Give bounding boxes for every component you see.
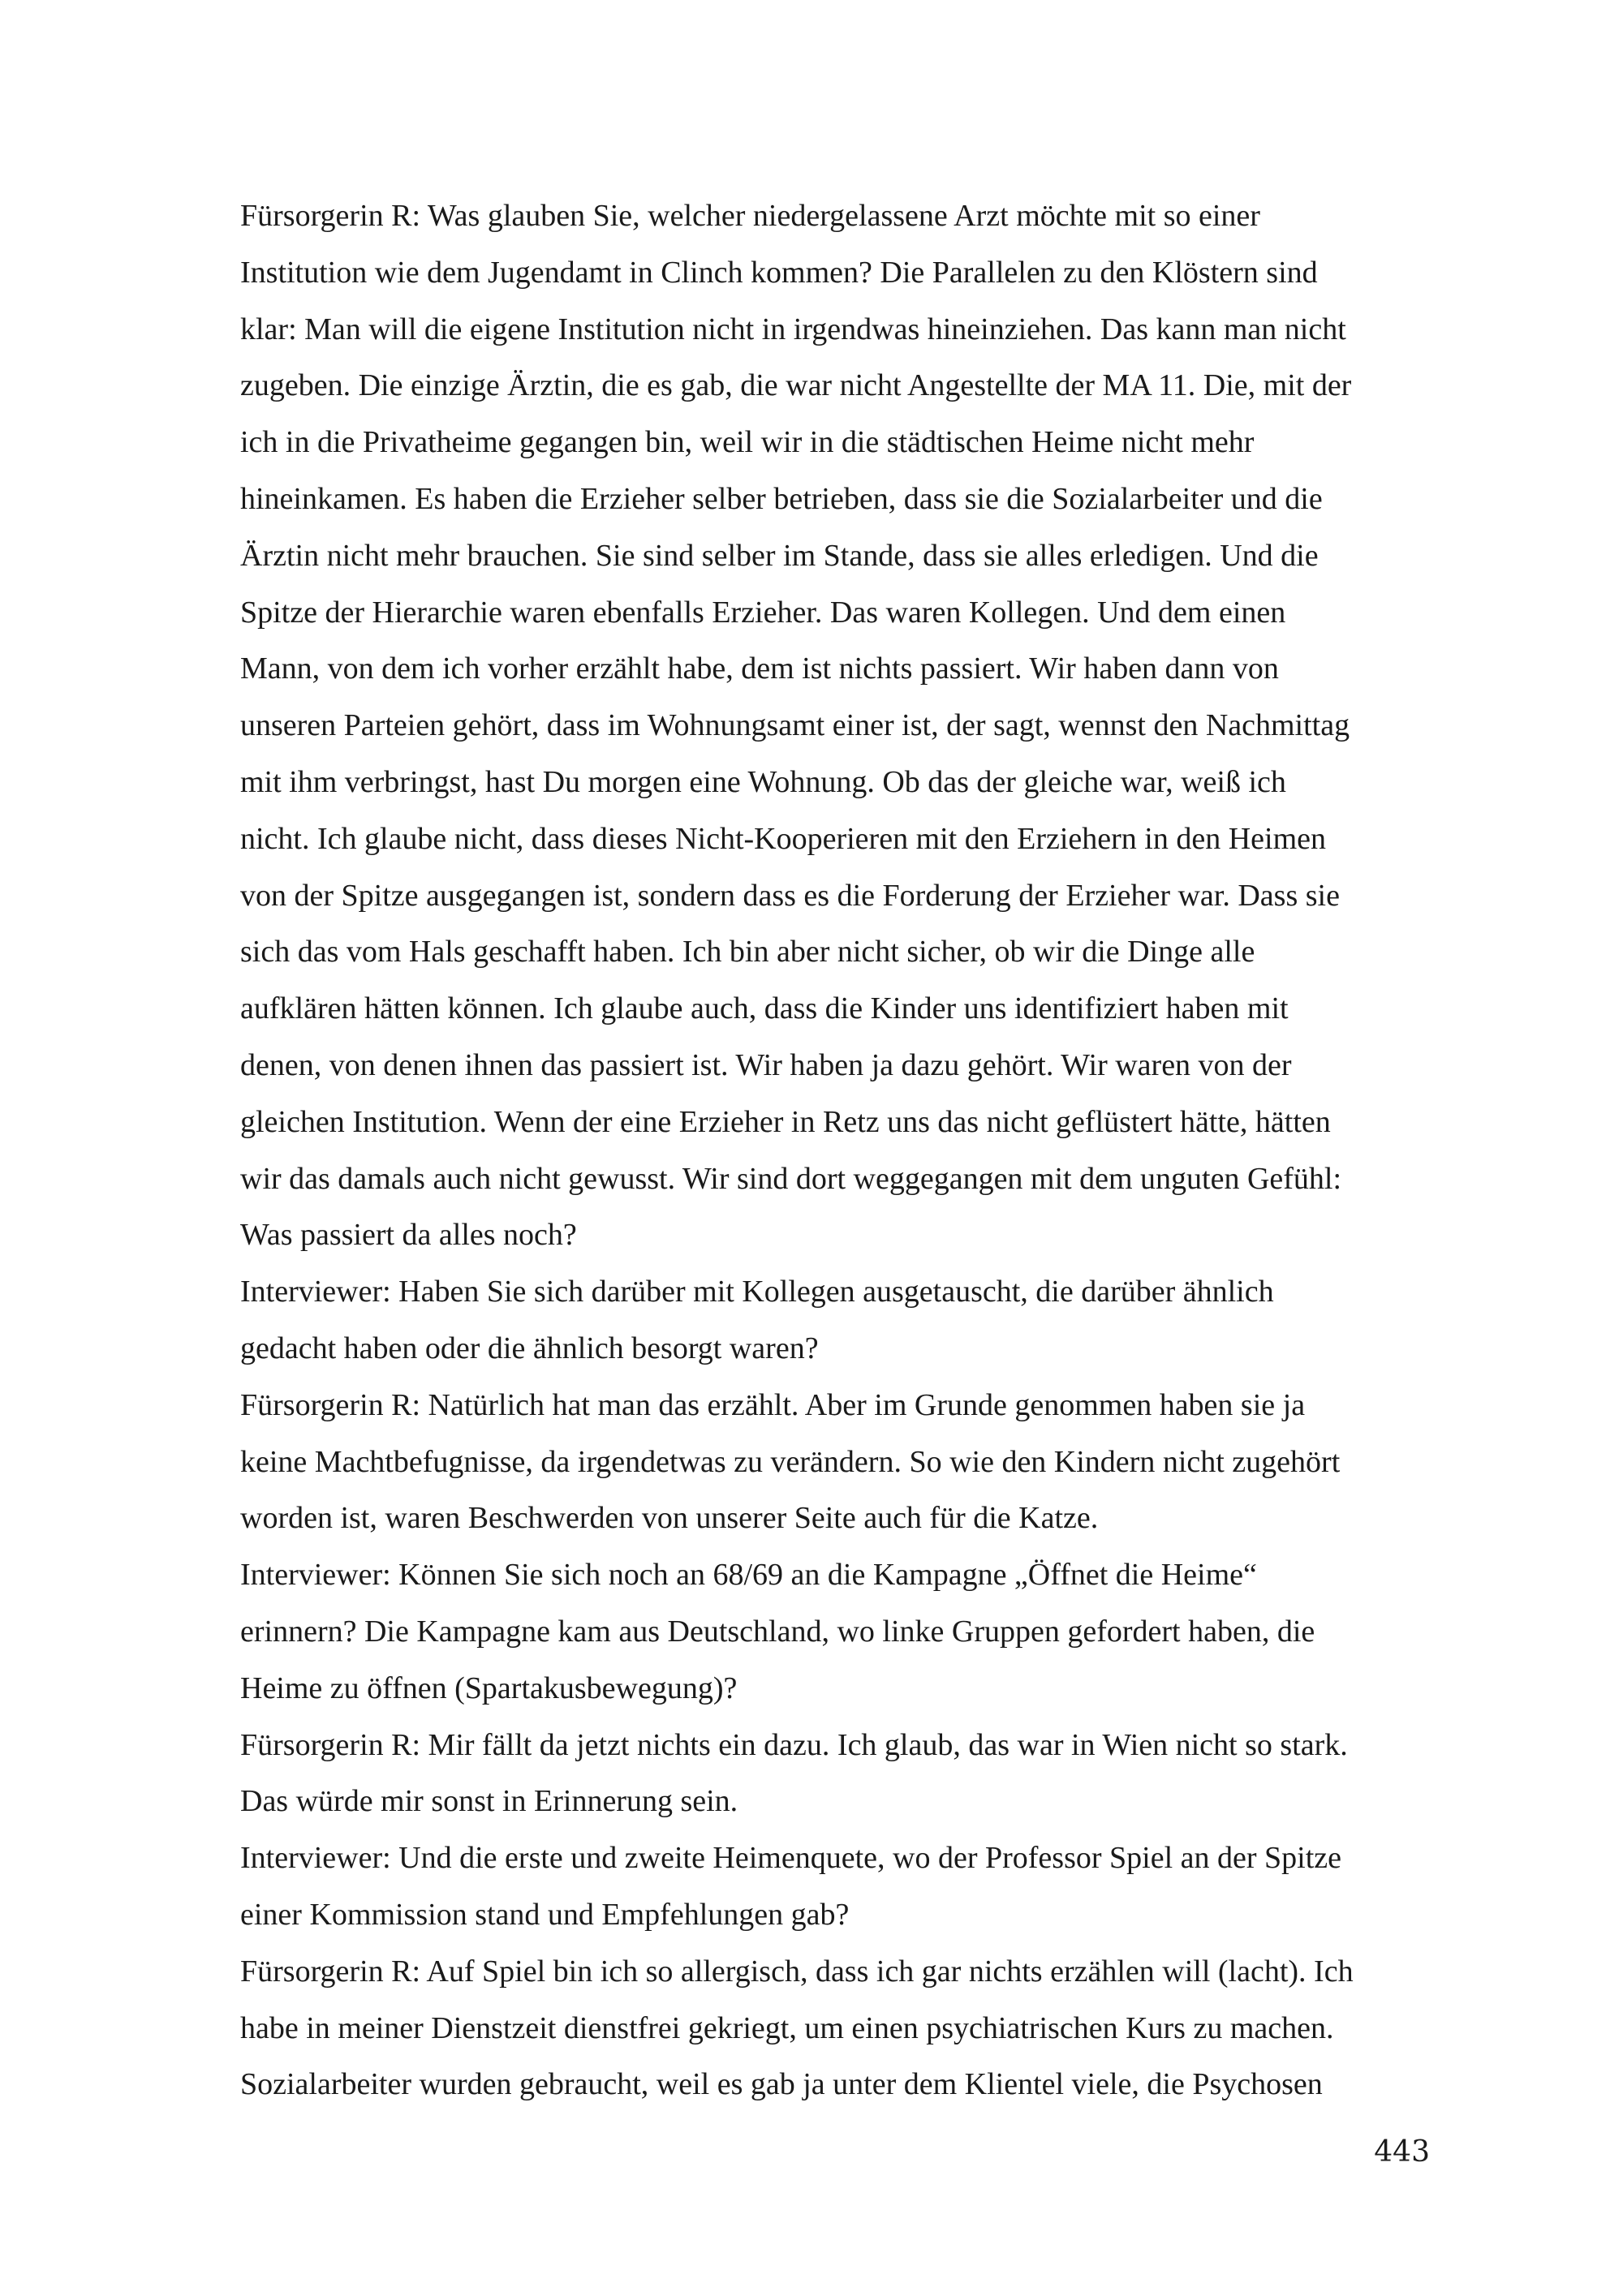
text-line: mit ihm verbringst, hast Du morgen eine Wohnung. Ob das der gleiche war, weiß ich — [240, 764, 1286, 799]
text-line: von der Spitze ausgegangen ist, sondern dass es die Forderung der Erzieher war. Dass sie — [240, 878, 1340, 913]
text-line: Mann, von dem ich vorher erzählt habe, dem ist nichts passiert. Wir haben dann von — [240, 651, 1279, 686]
text-line: Ärztin nicht mehr brauchen. Sie sind selber im Stande, dass sie alles erledigen. Und die — [240, 538, 1319, 573]
page-number: 443 — [1374, 2135, 1430, 2169]
text-line: Heime zu öffnen (Spartakusbewegung)? — [240, 1670, 738, 1705]
text-line: Das würde mir sonst in Erinnerung sein. — [240, 1784, 738, 1819]
text-line: Spitze der Hierarchie waren ebenfalls Erzieher. Das waren Kollegen. Und dem einen — [240, 595, 1286, 630]
paragraph — [240, 1830, 1425, 1944]
text-line: einer Kommission stand und Empfehlungen gab? — [240, 1897, 850, 1932]
text-line: Fürsorgerin R: Natürlich hat man das erzählt. Aber im Grunde genommen haben sie ja — [240, 1387, 1306, 1422]
text-line: Institution wie dem Jugendamt in Clinch kommen? Die Parallelen zu den Klöstern sind — [240, 255, 1318, 290]
text-line: ich in die Privatheime gegangen bin, weil wir in die städtischen Heime nicht mehr — [240, 425, 1255, 460]
text-line: unseren Parteien gehört, dass im Wohnungsamt einer ist, der sagt, wennst den Nachmittag — [240, 708, 1350, 743]
body-text — [240, 188, 1425, 2113]
text-line: Fürsorgerin R: Was glauben Sie, welcher niedergelassene Arzt möchte mit so einer — [240, 199, 1260, 233]
text-line: gleichen Institution. Wenn der eine Erzieher in Retz uns das nicht geflüstert hätte, hätten — [240, 1104, 1331, 1139]
text-line: wir das damals auch nicht gewusst. Wir sind dort weggegangen mit dem unguten Gefühl: — [240, 1161, 1342, 1196]
text-line: aufklären hätten können. Ich glaube auch, dass die Kinder uns identifiziert haben mit — [240, 991, 1289, 1026]
text-line: Was passiert da alles noch? — [240, 1218, 577, 1253]
text-line: Fürsorgerin R: Auf Spiel bin ich so allergisch, dass ich gar nichts erzählen will (lacht). Ich — [240, 1954, 1354, 1989]
text-line: gedacht haben oder die ähnlich besorgt waren? — [240, 1331, 819, 1365]
text-line: denen, von denen ihnen das passiert ist. Wir haben ja dazu gehört. Wir waren von der — [240, 1047, 1292, 1082]
text-line: erinnern? Die Kampagne kam aus Deutschland, wo linke Gruppen gefordert haben, die — [240, 1614, 1315, 1649]
paragraph — [240, 1378, 1425, 1547]
text-line: klar: Man will die eigene Institution nicht in irgendwas hineinziehen. Das kann man nicht — [240, 312, 1346, 346]
text-line: Sozialarbeiter wurden gebraucht, weil es gab ja unter dem Klientel viele, die Psychosen — [240, 2067, 1323, 2102]
text-line: keine Machtbefugnisse, da irgendetwas zu verändern. So wie den Kindern nicht zugehört — [240, 1444, 1341, 1479]
text-line: Interviewer: Und die erste und zweite Heimenquete, wo der Professor Spiel an der Spitze — [240, 1841, 1341, 1876]
paragraph — [240, 188, 1425, 1264]
paragraph — [240, 1718, 1425, 1831]
text-line: Interviewer: Haben Sie sich darüber mit Kollegen ausgetauscht, die darüber ähnlich — [240, 1275, 1274, 1309]
text-line: Interviewer: Können Sie sich noch an 68/69 an die Kampagne „Öffnet die Heime“ — [240, 1558, 1257, 1593]
text-line: zugeben. Die einzige Ärztin, die es gab, die war nicht Angestellte der MA 11. Die, mit der — [240, 368, 1352, 403]
paragraph — [240, 1944, 1425, 2113]
text-line: Fürsorgerin R: Mir fällt da jetzt nichts ein dazu. Ich glaub, das war in Wien nicht so stark. — [240, 1727, 1348, 1762]
text-line: nicht. Ich glaube nicht, dass dieses Nicht-Kooperieren mit den Erziehern in den Heimen — [240, 821, 1326, 856]
text-line: sich das vom Hals geschafft haben. Ich bin aber nicht sicher, ob wir die Dinge alle — [240, 935, 1255, 970]
paragraph — [240, 1264, 1425, 1378]
paragraph — [240, 1547, 1425, 1717]
text-line: hineinkamen. Es haben die Erzieher selber betrieben, dass sie die Sozialarbeiter und die — [240, 481, 1323, 516]
text-line: habe in meiner Dienstzeit dienstfrei gekriegt, um einen psychiatrischen Kurs zu machen. — [240, 2010, 1334, 2045]
text-line: worden ist, waren Beschwerden von unserer Seite auch für die Katze. — [240, 1501, 1099, 1536]
